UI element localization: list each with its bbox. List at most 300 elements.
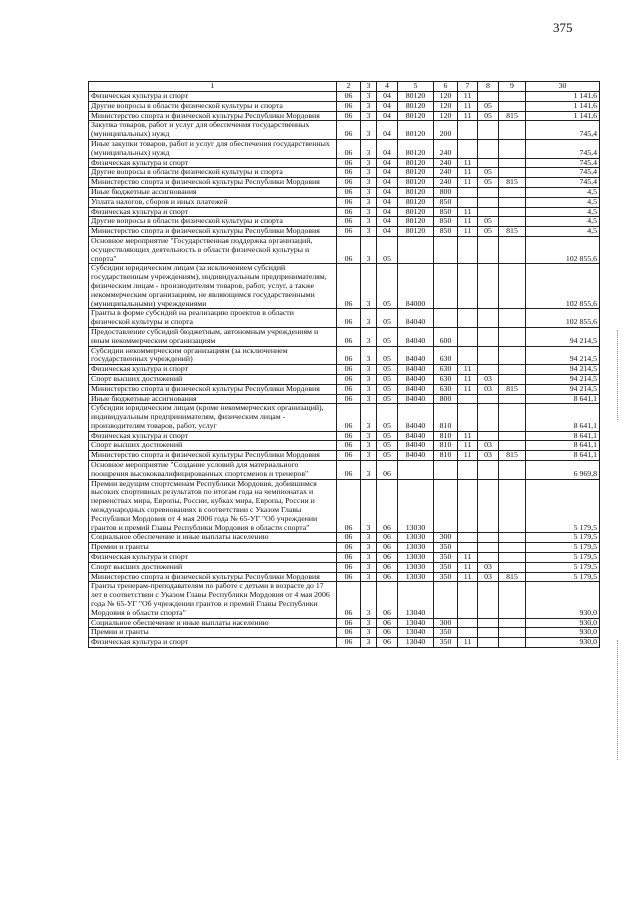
code-cell: [434, 309, 458, 328]
row-name: Субсидии юридическим лицам (за исключением субсидий государственным учреждениям), индивидуальным предпринимателям, физическим лицам - производителям товаров, работ, услуг, а также некоммерческим организациям, не являющимся государственными (муниципальными) учреждениями: [89, 264, 337, 309]
code-cell: 11: [458, 217, 478, 227]
code-cell: 815: [499, 178, 526, 188]
code-cell: [499, 628, 526, 638]
code-cell: 06: [337, 346, 361, 365]
code-cell: [499, 236, 526, 263]
code-cell: 80120: [398, 178, 434, 188]
table-row: [89, 638, 600, 648]
code-cell: [458, 309, 478, 328]
code-cell: 06: [337, 227, 361, 237]
code-cell: 3: [361, 582, 377, 618]
row-name: Субсидии юридическим лицам (кроме некоммерческих организаций), индивидуальным предпринимателям, физическим лицам - производителям товаров, работ, услуг: [89, 404, 337, 431]
table-row: [89, 365, 600, 375]
code-cell: 05: [377, 365, 398, 375]
code-cell: [499, 582, 526, 618]
code-cell: 04: [377, 121, 398, 140]
code-cell: 80120: [398, 121, 434, 140]
table-row: [89, 562, 600, 572]
code-cell: 06: [337, 431, 361, 441]
code-cell: 3: [361, 178, 377, 188]
code-cell: [499, 346, 526, 365]
header-cell: 5: [398, 82, 434, 92]
code-cell: [478, 139, 499, 158]
code-cell: 350: [434, 628, 458, 638]
amount-cell: 1 141,6: [526, 111, 600, 121]
code-cell: 84000: [398, 264, 434, 309]
row-name: Иные бюджетные ассигнования: [89, 187, 337, 197]
code-cell: 05: [377, 346, 398, 365]
code-cell: 84040: [398, 374, 434, 384]
table-header-row: [89, 82, 600, 92]
row-name: Основное мероприятие "Государственная поддержка организаций, осуществляющих деятельность в области физической культуры и спорта": [89, 236, 337, 263]
code-cell: [458, 236, 478, 263]
amount-cell: 745,4: [526, 139, 600, 158]
code-cell: [478, 346, 499, 365]
table-row: [89, 139, 600, 158]
code-cell: [434, 479, 458, 533]
row-name: Физическая культура и спорт: [89, 553, 337, 563]
row-name: Иные закупки товаров, работ и услуг для обеспечения государственных (муниципальных) нужд: [89, 139, 337, 158]
amount-cell: 4,5: [526, 217, 600, 227]
code-cell: [499, 121, 526, 140]
code-cell: 06: [337, 187, 361, 197]
code-cell: 03: [478, 441, 499, 451]
table-row: [89, 374, 600, 384]
code-cell: 11: [458, 101, 478, 111]
code-cell: 3: [361, 346, 377, 365]
code-cell: [499, 553, 526, 563]
code-cell: 06: [337, 543, 361, 553]
code-cell: 815: [499, 227, 526, 237]
code-cell: 3: [361, 327, 377, 346]
code-cell: 80120: [398, 92, 434, 102]
code-cell: 84040: [398, 309, 434, 328]
page-number: 375: [553, 20, 573, 35]
row-name: Министерство спорта и физической культуры Республики Мордовия: [89, 451, 337, 461]
code-cell: [499, 309, 526, 328]
code-cell: 06: [337, 217, 361, 227]
code-cell: 06: [337, 309, 361, 328]
amount-cell: 930,0: [526, 582, 600, 618]
code-cell: 80120: [398, 187, 434, 197]
table-row: [89, 618, 600, 628]
table-row: [89, 543, 600, 553]
row-name: Уплата налогов, сборов и иных платежей: [89, 197, 337, 207]
table-row: [89, 92, 600, 102]
code-cell: 06: [337, 384, 361, 394]
code-cell: 3: [361, 309, 377, 328]
code-cell: 120: [434, 101, 458, 111]
code-cell: 3: [361, 384, 377, 394]
code-cell: [478, 207, 499, 217]
code-cell: 3: [361, 158, 377, 168]
table-row: [89, 346, 600, 365]
code-cell: 3: [361, 461, 377, 480]
code-cell: 3: [361, 111, 377, 121]
code-cell: [434, 264, 458, 309]
code-cell: 05: [478, 217, 499, 227]
code-cell: 13030: [398, 533, 434, 543]
table-row: [89, 384, 600, 394]
code-cell: 3: [361, 404, 377, 431]
code-cell: 11: [458, 374, 478, 384]
code-cell: [499, 618, 526, 628]
code-cell: [499, 327, 526, 346]
code-cell: 80120: [398, 139, 434, 158]
code-cell: 11: [458, 178, 478, 188]
row-name: Иные бюджетные ассигнования: [89, 394, 337, 404]
code-cell: [478, 543, 499, 553]
code-cell: 06: [337, 197, 361, 207]
code-cell: 11: [458, 365, 478, 375]
code-cell: 06: [377, 553, 398, 563]
amount-cell: 94 214,5: [526, 346, 600, 365]
code-cell: 04: [377, 187, 398, 197]
code-cell: 3: [361, 533, 377, 543]
code-cell: 06: [337, 101, 361, 111]
code-cell: [458, 327, 478, 346]
row-name: Субсидии некоммерческим организациям (за исключением государственных учреждений): [89, 346, 337, 365]
code-cell: [499, 158, 526, 168]
code-cell: 11: [458, 227, 478, 237]
code-cell: 600: [434, 327, 458, 346]
code-cell: 04: [377, 197, 398, 207]
code-cell: 11: [458, 168, 478, 178]
code-cell: 06: [337, 461, 361, 480]
code-cell: 05: [377, 431, 398, 441]
table-row: [89, 197, 600, 207]
code-cell: 84040: [398, 384, 434, 394]
code-cell: [478, 461, 499, 480]
code-cell: 850: [434, 197, 458, 207]
code-cell: 3: [361, 543, 377, 553]
row-name: Закупка товаров, работ и услуг для обеспечения государственных (муниципальных) нужд: [89, 121, 337, 140]
code-cell: 350: [434, 562, 458, 572]
code-cell: 13040: [398, 618, 434, 628]
code-cell: [478, 92, 499, 102]
code-cell: 630: [434, 374, 458, 384]
code-cell: [478, 309, 499, 328]
code-cell: [499, 404, 526, 431]
code-cell: 11: [458, 451, 478, 461]
table-row: [89, 178, 600, 188]
code-cell: 350: [434, 553, 458, 563]
code-cell: 03: [478, 572, 499, 582]
table-row: [89, 404, 600, 431]
code-cell: [458, 394, 478, 404]
code-cell: 06: [337, 562, 361, 572]
code-cell: 06: [377, 582, 398, 618]
code-cell: 05: [478, 101, 499, 111]
table-row: [89, 533, 600, 543]
table-row: [89, 264, 600, 309]
row-name: Другие вопросы в области физической культуры и спорта: [89, 217, 337, 227]
row-name: Премии и гранты: [89, 543, 337, 553]
row-name: Физическая культура и спорт: [89, 207, 337, 217]
code-cell: [499, 374, 526, 384]
amount-cell: 4,5: [526, 197, 600, 207]
code-cell: 04: [377, 158, 398, 168]
header-cell: 6: [434, 82, 458, 92]
code-cell: [499, 187, 526, 197]
code-cell: 05: [377, 374, 398, 384]
code-cell: [499, 638, 526, 648]
code-cell: 05: [377, 404, 398, 431]
code-cell: 240: [434, 178, 458, 188]
table-row: [89, 441, 600, 451]
code-cell: [458, 628, 478, 638]
table-row: [89, 309, 600, 328]
code-cell: 3: [361, 572, 377, 582]
code-cell: 850: [434, 227, 458, 237]
code-cell: 05: [377, 264, 398, 309]
header-cell: 9: [499, 82, 526, 92]
amount-cell: 5 179,5: [526, 572, 600, 582]
amount-cell: 745,4: [526, 158, 600, 168]
header-cell: 30: [526, 82, 600, 92]
code-cell: 11: [458, 92, 478, 102]
code-cell: 06: [337, 553, 361, 563]
code-cell: [499, 92, 526, 102]
header-cell: 1: [89, 82, 337, 92]
code-cell: 06: [377, 479, 398, 533]
code-cell: [458, 479, 478, 533]
code-cell: 3: [361, 227, 377, 237]
amount-cell: 102 855,6: [526, 309, 600, 328]
page-edge-mark: [617, 640, 618, 760]
header-cell: 4: [377, 82, 398, 92]
code-cell: 630: [434, 365, 458, 375]
amount-cell: 930,0: [526, 628, 600, 638]
code-cell: 06: [377, 562, 398, 572]
amount-cell: 4,5: [526, 227, 600, 237]
code-cell: 80120: [398, 101, 434, 111]
code-cell: 3: [361, 451, 377, 461]
row-name: Физическая культура и спорт: [89, 158, 337, 168]
code-cell: [458, 533, 478, 543]
row-name: Гранты тренерам-преподавателям по работе с детьми в возрасте до 17 лет в соответствии с Указом Главы Республики Мордовия от 4 мая 2006 года № 65-УГ "Об учреждении грантов и премий Главы Республики Мордовия в области спорта": [89, 582, 337, 618]
code-cell: 11: [458, 553, 478, 563]
table-row: [89, 111, 600, 121]
code-cell: [478, 582, 499, 618]
code-cell: [478, 236, 499, 263]
code-cell: 06: [337, 207, 361, 217]
code-cell: 06: [337, 158, 361, 168]
code-cell: 13030: [398, 479, 434, 533]
code-cell: 3: [361, 168, 377, 178]
budget-table: [88, 81, 600, 648]
code-cell: 06: [337, 139, 361, 158]
row-name: Министерство спорта и физической культуры Республики Мордовия: [89, 384, 337, 394]
table-row: [89, 553, 600, 563]
row-name: Основное мероприятие "Создание условий для материального поощрения высококвалифицированных спортсменов и тренеров": [89, 461, 337, 480]
code-cell: 04: [377, 92, 398, 102]
code-cell: [499, 461, 526, 480]
amount-cell: 5 179,5: [526, 562, 600, 572]
code-cell: 240: [434, 168, 458, 178]
code-cell: [478, 394, 499, 404]
amount-cell: 8 641,1: [526, 394, 600, 404]
code-cell: 06: [337, 327, 361, 346]
code-cell: 03: [478, 451, 499, 461]
code-cell: 3: [361, 394, 377, 404]
code-cell: [434, 582, 458, 618]
code-cell: 13040: [398, 582, 434, 618]
code-cell: 05: [478, 227, 499, 237]
code-cell: 06: [337, 404, 361, 431]
code-cell: 810: [434, 404, 458, 431]
code-cell: 04: [377, 207, 398, 217]
code-cell: [499, 441, 526, 451]
table-row: [89, 572, 600, 582]
code-cell: 3: [361, 236, 377, 263]
code-cell: 06: [377, 638, 398, 648]
code-cell: 815: [499, 111, 526, 121]
code-cell: [458, 582, 478, 618]
code-cell: [478, 404, 499, 431]
code-cell: 06: [377, 461, 398, 480]
code-cell: 11: [458, 384, 478, 394]
code-cell: 3: [361, 562, 377, 572]
code-cell: 11: [458, 431, 478, 441]
code-cell: 300: [434, 533, 458, 543]
code-cell: [478, 158, 499, 168]
code-cell: 06: [337, 236, 361, 263]
table-row: [89, 207, 600, 217]
header-cell: 3: [361, 82, 377, 92]
row-name: Спорт высших достижений: [89, 374, 337, 384]
code-cell: 3: [361, 441, 377, 451]
code-cell: 240: [434, 139, 458, 158]
row-name: Социальное обеспечение и иные выплаты населению: [89, 618, 337, 628]
row-name: Предоставление субсидий бюджетным, автономным учреждениям и иным некоммерческим организациям: [89, 327, 337, 346]
code-cell: [478, 197, 499, 207]
code-cell: 11: [458, 638, 478, 648]
code-cell: 3: [361, 628, 377, 638]
amount-cell: 4,5: [526, 207, 600, 217]
code-cell: 05: [377, 236, 398, 263]
amount-cell: 8 641,1: [526, 441, 600, 451]
code-cell: 80120: [398, 111, 434, 121]
row-name: Физическая культура и спорт: [89, 431, 337, 441]
code-cell: 3: [361, 618, 377, 628]
row-name: Премии ведущим спортсменам Республики Мордовия, добившимся высоких спортивных результатов по итогам года на чемпионатах и первенствах мира, Европы, России, кубках мира, Европы, России и международных соревнованиях в соответствии с Указом Главы Республики Мордовия от 4 мая 2006 года № 65-УГ "Об учреждении грантов и премий Главы Республики Мордовия в области спорта": [89, 479, 337, 533]
table-row: [89, 101, 600, 111]
code-cell: 80120: [398, 158, 434, 168]
code-cell: [478, 553, 499, 563]
code-cell: 11: [458, 441, 478, 451]
code-cell: 80120: [398, 217, 434, 227]
amount-cell: 6 969,8: [526, 461, 600, 480]
code-cell: [499, 264, 526, 309]
table-row: [89, 168, 600, 178]
header-cell: 2: [337, 82, 361, 92]
amount-cell: 5 179,5: [526, 553, 600, 563]
row-name: Министерство спорта и физической культуры Республики Мордовия: [89, 178, 337, 188]
code-cell: 240: [434, 158, 458, 168]
row-name: Премии и гранты: [89, 628, 337, 638]
code-cell: 13040: [398, 628, 434, 638]
code-cell: 05: [377, 451, 398, 461]
code-cell: 3: [361, 479, 377, 533]
table-row: [89, 628, 600, 638]
code-cell: 04: [377, 217, 398, 227]
amount-cell: 8 641,1: [526, 404, 600, 431]
code-cell: [499, 562, 526, 572]
code-cell: 13030: [398, 553, 434, 563]
code-cell: 06: [377, 618, 398, 628]
code-cell: 06: [337, 121, 361, 140]
code-cell: 06: [337, 374, 361, 384]
code-cell: [499, 533, 526, 543]
code-cell: 06: [337, 394, 361, 404]
table-row: [89, 431, 600, 441]
row-name: Физическая культура и спорт: [89, 92, 337, 102]
code-cell: [458, 404, 478, 431]
code-cell: [478, 187, 499, 197]
code-cell: [499, 197, 526, 207]
code-cell: 06: [337, 638, 361, 648]
amount-cell: 745,4: [526, 168, 600, 178]
code-cell: 05: [377, 441, 398, 451]
code-cell: 80120: [398, 197, 434, 207]
code-cell: 3: [361, 187, 377, 197]
code-cell: 05: [478, 168, 499, 178]
header-cell: 7: [458, 82, 478, 92]
code-cell: [478, 327, 499, 346]
code-cell: 13030: [398, 572, 434, 582]
amount-cell: 5 179,5: [526, 533, 600, 543]
code-cell: [478, 533, 499, 543]
code-cell: 3: [361, 638, 377, 648]
code-cell: 05: [377, 384, 398, 394]
code-cell: 11: [458, 572, 478, 582]
code-cell: 03: [478, 374, 499, 384]
code-cell: 300: [434, 618, 458, 628]
code-cell: 06: [337, 582, 361, 618]
code-cell: [458, 461, 478, 480]
code-cell: 06: [337, 533, 361, 543]
code-cell: 06: [337, 111, 361, 121]
code-cell: 06: [337, 178, 361, 188]
code-cell: 80120: [398, 168, 434, 178]
amount-cell: 102 855,6: [526, 264, 600, 309]
row-name: Другие вопросы в области физической культуры и спорта: [89, 101, 337, 111]
code-cell: 800: [434, 394, 458, 404]
amount-cell: 102 855,6: [526, 236, 600, 263]
code-cell: 05: [377, 309, 398, 328]
table-row: [89, 236, 600, 263]
code-cell: 06: [337, 479, 361, 533]
amount-cell: 930,0: [526, 618, 600, 628]
code-cell: [499, 479, 526, 533]
table-row: [89, 479, 600, 533]
table-row: [89, 158, 600, 168]
code-cell: 3: [361, 121, 377, 140]
code-cell: [458, 121, 478, 140]
code-cell: [398, 461, 434, 480]
code-cell: 04: [377, 101, 398, 111]
amount-cell: 4,5: [526, 187, 600, 197]
code-cell: 05: [478, 111, 499, 121]
code-cell: 120: [434, 111, 458, 121]
code-cell: 05: [377, 327, 398, 346]
code-cell: [499, 365, 526, 375]
code-cell: 13030: [398, 562, 434, 572]
table-row: [89, 227, 600, 237]
amount-cell: 94 214,5: [526, 374, 600, 384]
amount-cell: 8 641,1: [526, 451, 600, 461]
